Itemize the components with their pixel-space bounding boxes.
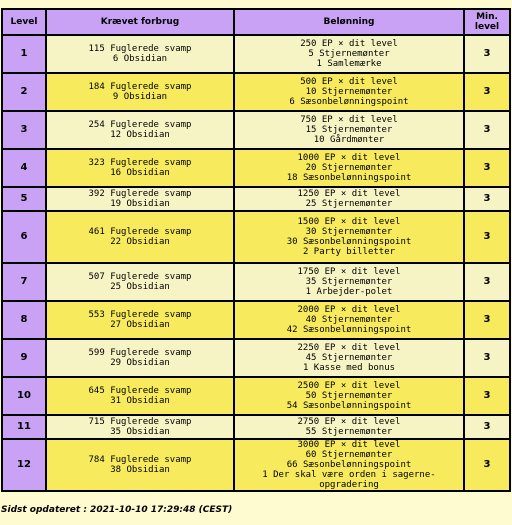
cost-cell [46, 35, 234, 73]
reward-line: 50 Stjernemønter [305, 391, 393, 401]
cost-line: 12 Obsidian [110, 130, 170, 140]
reward-line: 54 Sæsonbelønningspoint [286, 401, 412, 411]
level-cell: 7 [2, 263, 46, 301]
min-level-cell: 3 [464, 73, 510, 111]
table-row [2, 187, 510, 211]
reward-line: 18 Sæsonbelønningspoint [286, 173, 412, 183]
table-row [2, 111, 510, 149]
reward-line: 20 Stjernemønter [305, 163, 393, 173]
cost-line: 553 Fuglerede svamp [88, 310, 192, 320]
reward-line: 1 Kasse med bonus [302, 363, 396, 373]
cost-line: 461 Fuglerede svamp [88, 227, 192, 237]
level-cell: 8 [2, 301, 46, 339]
reward-line: 25 Stjernemønter [305, 199, 393, 209]
min-level-cell: 3 [464, 377, 510, 415]
reward-line: 500 EP × dit level [300, 77, 398, 87]
level-cell: 2 [2, 73, 46, 111]
reward-line: 40 Stjernemønter [305, 315, 393, 325]
reward-cell [234, 377, 464, 415]
level-cell: 9 [2, 339, 46, 377]
last-updated: Sidst opdateret : 2021-10-10 17:29:48 (CEST) [1, 505, 233, 515]
min-level-cell: 3 [464, 211, 510, 263]
reward-cell [234, 415, 464, 439]
reward-cell [234, 439, 464, 491]
cost-line: 22 Obsidian [110, 237, 170, 247]
cost-line: 715 Fuglerede svamp [88, 417, 192, 427]
min-level-cell: 3 [464, 301, 510, 339]
cost-line: 35 Obsidian [110, 427, 170, 437]
reward-line: 10 Stjernemønter [305, 87, 393, 97]
cost-line: 19 Obsidian [110, 199, 170, 209]
reward-line: 10 Gårdmønter [313, 135, 385, 145]
reward-line: 30 Stjernemønter [305, 227, 393, 237]
cost-line: 6 Obsidian [112, 54, 168, 64]
min-level-cell: 3 [464, 339, 510, 377]
cost-cell [46, 263, 234, 301]
min-level-cell: 3 [464, 439, 510, 491]
level-cell: 12 [2, 439, 46, 491]
reward-cell [234, 73, 464, 111]
cost-cell [46, 187, 234, 211]
reward-cell [234, 149, 464, 187]
cost-line: 16 Obsidian [110, 168, 170, 178]
reward-line: 750 EP × dit level [300, 115, 398, 125]
cost-cell [46, 149, 234, 187]
reward-line: 1 Samlemærke [316, 59, 382, 69]
reward-line: 2500 EP × dit level [297, 381, 401, 391]
reward-line: 5 Stjernemønter [308, 49, 390, 59]
table-row [2, 339, 510, 377]
table-row [2, 263, 510, 301]
reward-line: 1250 EP × dit level [297, 189, 401, 199]
reward-line: 2750 EP × dit level [297, 417, 401, 427]
reward-cell [234, 35, 464, 73]
cost-cell [46, 377, 234, 415]
min-level-cell: 3 [464, 187, 510, 211]
reward-line: 1750 EP × dit level [297, 267, 401, 277]
table-row [2, 301, 510, 339]
table-row [2, 73, 510, 111]
cost-line: 115 Fuglerede svamp [88, 44, 192, 54]
reward-line: 6 Sæsonbelønningspoint [289, 97, 409, 107]
reward-line: 42 Sæsonbelønningspoint [286, 325, 412, 335]
cost-cell [46, 73, 234, 111]
header-row [2, 9, 510, 35]
reward-line: 2250 EP × dit level [297, 343, 401, 353]
cost-line: 599 Fuglerede svamp [88, 348, 192, 358]
min-level-cell: 3 [464, 35, 510, 73]
cost-line: 25 Obsidian [110, 282, 170, 292]
level-cell: 11 [2, 415, 46, 439]
level-cell: 4 [2, 149, 46, 187]
cost-line: 9 Obsidian [112, 92, 168, 102]
cost-line: 254 Fuglerede svamp [88, 120, 192, 130]
cost-line: 184 Fuglerede svamp [88, 82, 192, 92]
rewards-table [1, 8, 511, 492]
table-row [2, 415, 510, 439]
level-cell: 10 [2, 377, 46, 415]
header-level: Level [2, 9, 46, 35]
reward-line: 60 Stjernemønter [305, 450, 393, 460]
header-reward: Belønning [234, 9, 464, 35]
min-level-cell: 3 [464, 415, 510, 439]
reward-line: 30 Sæsonbelønningspoint [286, 237, 412, 247]
cost-cell [46, 301, 234, 339]
cost-line: 392 Fuglerede svamp [88, 189, 192, 199]
table-body [2, 35, 510, 491]
reward-line: 45 Stjernemønter [305, 353, 393, 363]
cost-line: 27 Obsidian [110, 320, 170, 330]
reward-line: 1 Der skal være orden i sagerne-opgradering [262, 470, 436, 490]
reward-line: 35 Stjernemønter [305, 277, 393, 287]
header-cost: Krævet forbrug [46, 9, 234, 35]
reward-cell [234, 111, 464, 149]
table-row [2, 149, 510, 187]
cost-line: 31 Obsidian [110, 396, 170, 406]
level-cell: 6 [2, 211, 46, 263]
cost-cell [46, 211, 234, 263]
reward-line: 1 Arbejder-polet [305, 287, 393, 297]
min-level-cell: 3 [464, 263, 510, 301]
cost-line: 38 Obsidian [110, 465, 170, 475]
table-row [2, 211, 510, 263]
cost-cell [46, 415, 234, 439]
level-cell: 5 [2, 187, 46, 211]
reward-cell [234, 187, 464, 211]
table-row [2, 377, 510, 415]
reward-cell [234, 301, 464, 339]
cost-line: 784 Fuglerede svamp [88, 455, 192, 465]
reward-line: 250 EP × dit level [300, 39, 398, 49]
cost-cell [46, 111, 234, 149]
cost-cell [46, 439, 234, 491]
reward-line: 15 Stjernemønter [305, 125, 393, 135]
level-cell: 3 [2, 111, 46, 149]
reward-cell [234, 263, 464, 301]
reward-line: 3000 EP × dit level [297, 440, 401, 450]
table-row [2, 439, 510, 491]
reward-cell [234, 339, 464, 377]
cost-line: 645 Fuglerede svamp [88, 386, 192, 396]
min-level-cell: 3 [464, 111, 510, 149]
cost-cell [46, 339, 234, 377]
level-cell: 1 [2, 35, 46, 73]
cost-line: 323 Fuglerede svamp [88, 158, 192, 168]
reward-line: 1500 EP × dit level [297, 217, 401, 227]
table-row [2, 35, 510, 73]
cost-line: 507 Fuglerede svamp [88, 272, 192, 282]
reward-line: 55 Stjernemønter [305, 427, 393, 437]
reward-line: 1000 EP × dit level [297, 153, 401, 163]
reward-line: 2 Party billetter [302, 247, 396, 257]
reward-line: 2000 EP × dit level [297, 305, 401, 315]
cost-line: 29 Obsidian [110, 358, 170, 368]
reward-line: 66 Sæsonbelønningspoint [286, 460, 412, 470]
header-min-level: Min. level [464, 9, 510, 35]
min-level-cell: 3 [464, 149, 510, 187]
reward-cell [234, 211, 464, 263]
